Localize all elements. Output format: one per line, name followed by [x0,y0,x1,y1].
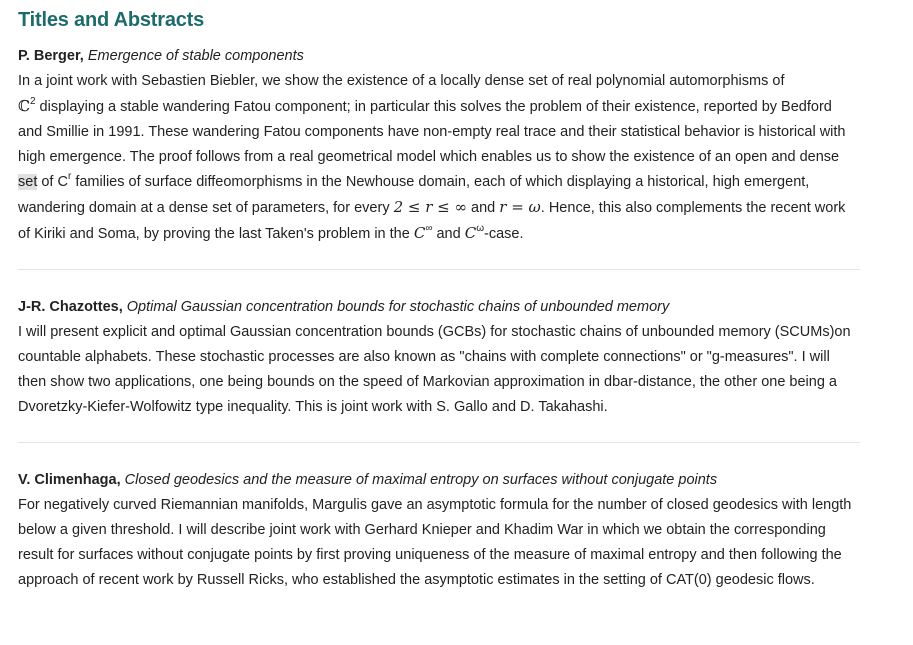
abstract-segment: and [432,226,465,242]
entry-heading [18,44,860,69]
abstract-text: I will present explicit and optimal Gaussian concentration bounds (GCBs) for stochastic chains of unbounded memory (SCUMs)on countable alphabets. These stochastic processes are also known as "chains with complete connections" or "g-measures". I will then show two applications, one being bounds on the speed of Markovian approximation in dbar-distance, the other one being a Dvoretzky-Kiefer-Wolfowitz type inequality. This is joint work with S. Gallo and D. Takahashi. [18,324,851,415]
abstract-entry-berger [18,44,860,247]
speaker-name: V. Climenhaga, [18,472,121,488]
superscript: ∞ [425,223,433,235]
abstract-segment: of C [37,174,68,190]
abstract-text [18,69,860,247]
speaker-name: J-R. Chazottes, [18,299,123,315]
talk-title: Closed geodesics and the measure of maximal entropy on surfaces without conjugate points [124,472,718,488]
abstract-segment: families of surface diffeomorphisms in the Newhouse domain, each of which displaying a historical, high emergent, wandering domain at a dense set of parameters, for every [18,174,810,216]
math-expression: C [413,224,426,242]
abstract-segment: and [467,200,500,216]
superscript: 2 [29,96,36,108]
math-expression: r = ω [499,198,541,216]
abstract-entry-climenhaga [18,468,860,593]
entry-heading [18,468,860,493]
speaker-name: P. Berger, [18,48,84,64]
abstract-text: For negatively curved Riemannian manifolds, Margulis gave an asymptotic formula for the number of closed geodesics with length below a given threshold. I will describe joint work with Gerhard Knieper and Khadim War in which we obtain the corresponding result for surfaces without conjugate points by first proving uniqueness of the measure of maximal entropy and then following the approach of recent work by Russell Ricks, who established the asymptotic estimates in the setting of CAT(0) geodesic flows. [18,497,852,588]
abstract-entry-chazottes [18,295,860,420]
entry-heading [18,295,860,320]
abstract-segment: displaying a stable wandering Fatou component; in particular this solves the problem of their existence, reported by Bedford and Smillie in 1991. These wandering Fatou components have non-empty real trace and their statistical behavior is historical with high emergence. The proof follows from a real geometrical model which enables us to show the existence of an open and dense [18,99,846,165]
talk-title: Optimal Gaussian concentration bounds for stochastic chains of unbounded memory [126,299,670,315]
talk-title: Emergence of stable components [87,48,304,64]
superscript: r [67,171,72,183]
entry-divider [18,442,860,443]
superscript: ω [476,223,484,235]
page-title: Titles and Abstracts [18,9,205,31]
abstract-segment: . Hence, this also complements the recent work of Kiriki and Soma, by proving the last Taken's problem in the [18,200,846,242]
complex-c-symbol: ℂ [18,97,30,115]
abstract-segment: In a joint work with Sebastien Biebler, we show the existence of a locally dense set of real polynomial automorphisms of [18,73,785,89]
math-expression: 2 ≤ r ≤ ∞ [393,198,468,216]
entry-divider [18,269,860,270]
highlighted-word: set [18,174,38,190]
abstract-segment: -case. [484,226,524,242]
math-expression: C [464,224,477,242]
